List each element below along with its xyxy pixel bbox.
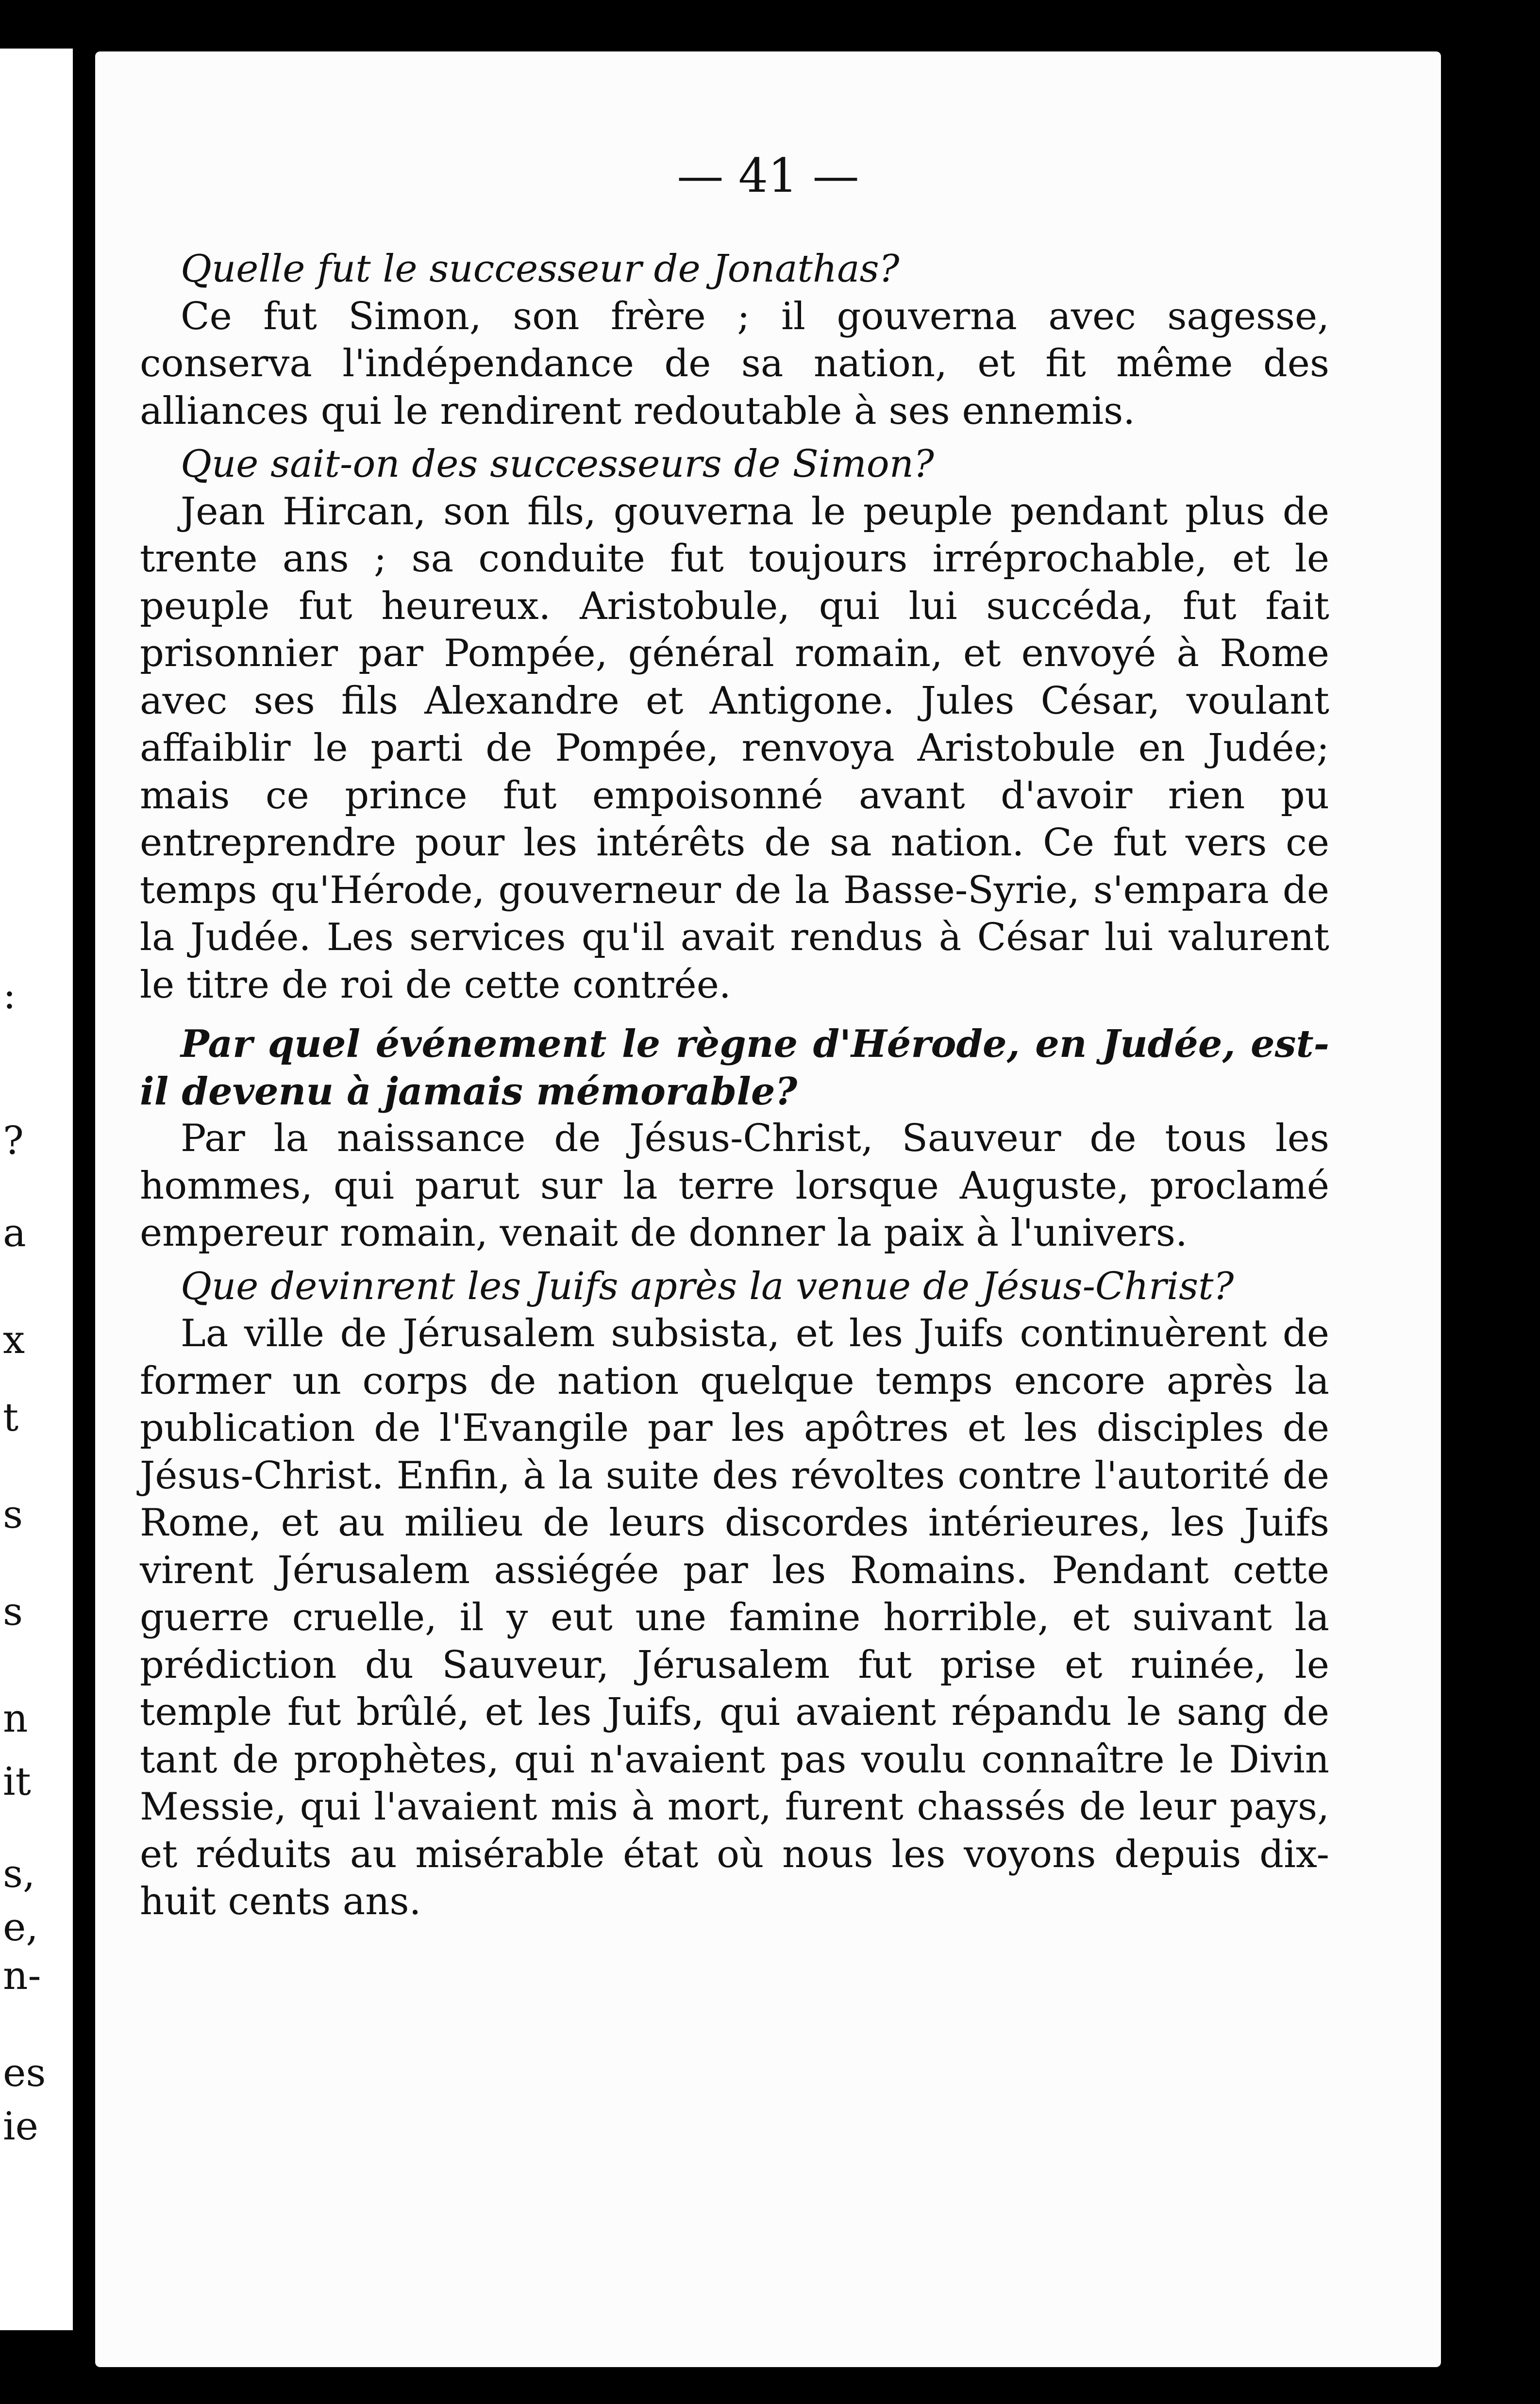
- margin-fragment: s: [3, 1492, 23, 1537]
- question-2: Que sait-on des successeurs de Simon?: [181, 442, 934, 486]
- answer-2: Jean Hircan, son fils, gouverna le peuple pendant plus de trente ans ; sa conduite fut toujours irréprochable, et le peuple fut heureux. Aristobule, qui lui succéda, fut fait prisonnier par Pompée, général romain, et envoyé à Rome avec ses fils Alexandre et Antigone. Jules César, voulant affaiblir le parti de Pompée, renvoya Aristobule en Judée; mais ce prince fut empoisonné avant d'avoir rien pu entreprendre pour les intérêts de sa nation. Ce fut vers ce temps qu'Hérode, gouverneur de la Basse-Syrie, s'empara de la Judée. Les services qu'il avait rendus à César lui valurent le titre de roi de cette contrée.: [140, 489, 1329, 1007]
- question-4: Que devinrent les Juifs après la venue de Jésus-Christ?: [181, 1264, 1234, 1308]
- margin-fragment: a: [3, 1210, 26, 1255]
- margin-fragment: n: [3, 1696, 28, 1741]
- margin-fragment: ie: [3, 2104, 38, 2149]
- margin-fragment: t: [3, 1395, 19, 1440]
- margin-fragment: s: [3, 1589, 23, 1634]
- margin-fragment: ?: [3, 1118, 24, 1163]
- margin-fragment: e,: [3, 1904, 38, 1950]
- answer-3: Par la naissance de Jésus-Christ, Sauveur de tous les hommes, qui parut sur la terre lorsque Auguste, proclamé empereur romain, venait de donner la paix à l'univers.: [140, 1117, 1329, 1255]
- answer-4: La ville de Jérusalem subsista, et les Juifs continuèrent de former un corps de nation quelque temps encore après la publication de l'Evangile par les apôtres et les disciples de Jésus-Christ. Enfin, à la suite des révoltes contre l'autorité de Rome, et au milieu de leurs discordes intérieures, les Juifs virent Jérusalem assiégée par les Romains. Pendant cette guerre cruelle, il y eut une famine horrible, et suivant la prédiction du Sauveur, Jérusalem fut prise et ruinée, le temple fut brûlé, et les Juifs, qui avaient répandu le sang de tant de prophètes, qui n'avaient pas voulu connaître le Divin Messie, qui l'avaient mis à mort, furent chassés de leur pays, et réduits au misérable état où nous les voyons depuis dix-huit cents ans.: [140, 1312, 1329, 1923]
- margin-fragment: :: [3, 972, 16, 1018]
- page-number: — 41 —: [677, 149, 859, 203]
- book-page: [95, 51, 1441, 2367]
- answer-1: Ce fut Simon, son frère ; il gouverna avec sagesse, conserva l'indépendance de sa nation, et fit même des alliances qui le rendirent redoutable à ses ennemis.: [140, 294, 1329, 433]
- question-3: Par quel événement le règne d'Hérode, en Judée, est-il devenu à jamais mémorable?: [140, 1022, 1329, 1114]
- margin-fragment: s,: [3, 1851, 35, 1896]
- margin-fragment: it: [3, 1759, 31, 1804]
- margin-fragment: x: [3, 1317, 25, 1362]
- margin-fragment: n-: [3, 1953, 41, 1998]
- previous-page-edge: [0, 49, 73, 2330]
- page-body: [140, 246, 1329, 1926]
- question-1: Quelle fut le successeur de Jonathas?: [181, 247, 900, 291]
- margin-fragment: es: [3, 2050, 46, 2095]
